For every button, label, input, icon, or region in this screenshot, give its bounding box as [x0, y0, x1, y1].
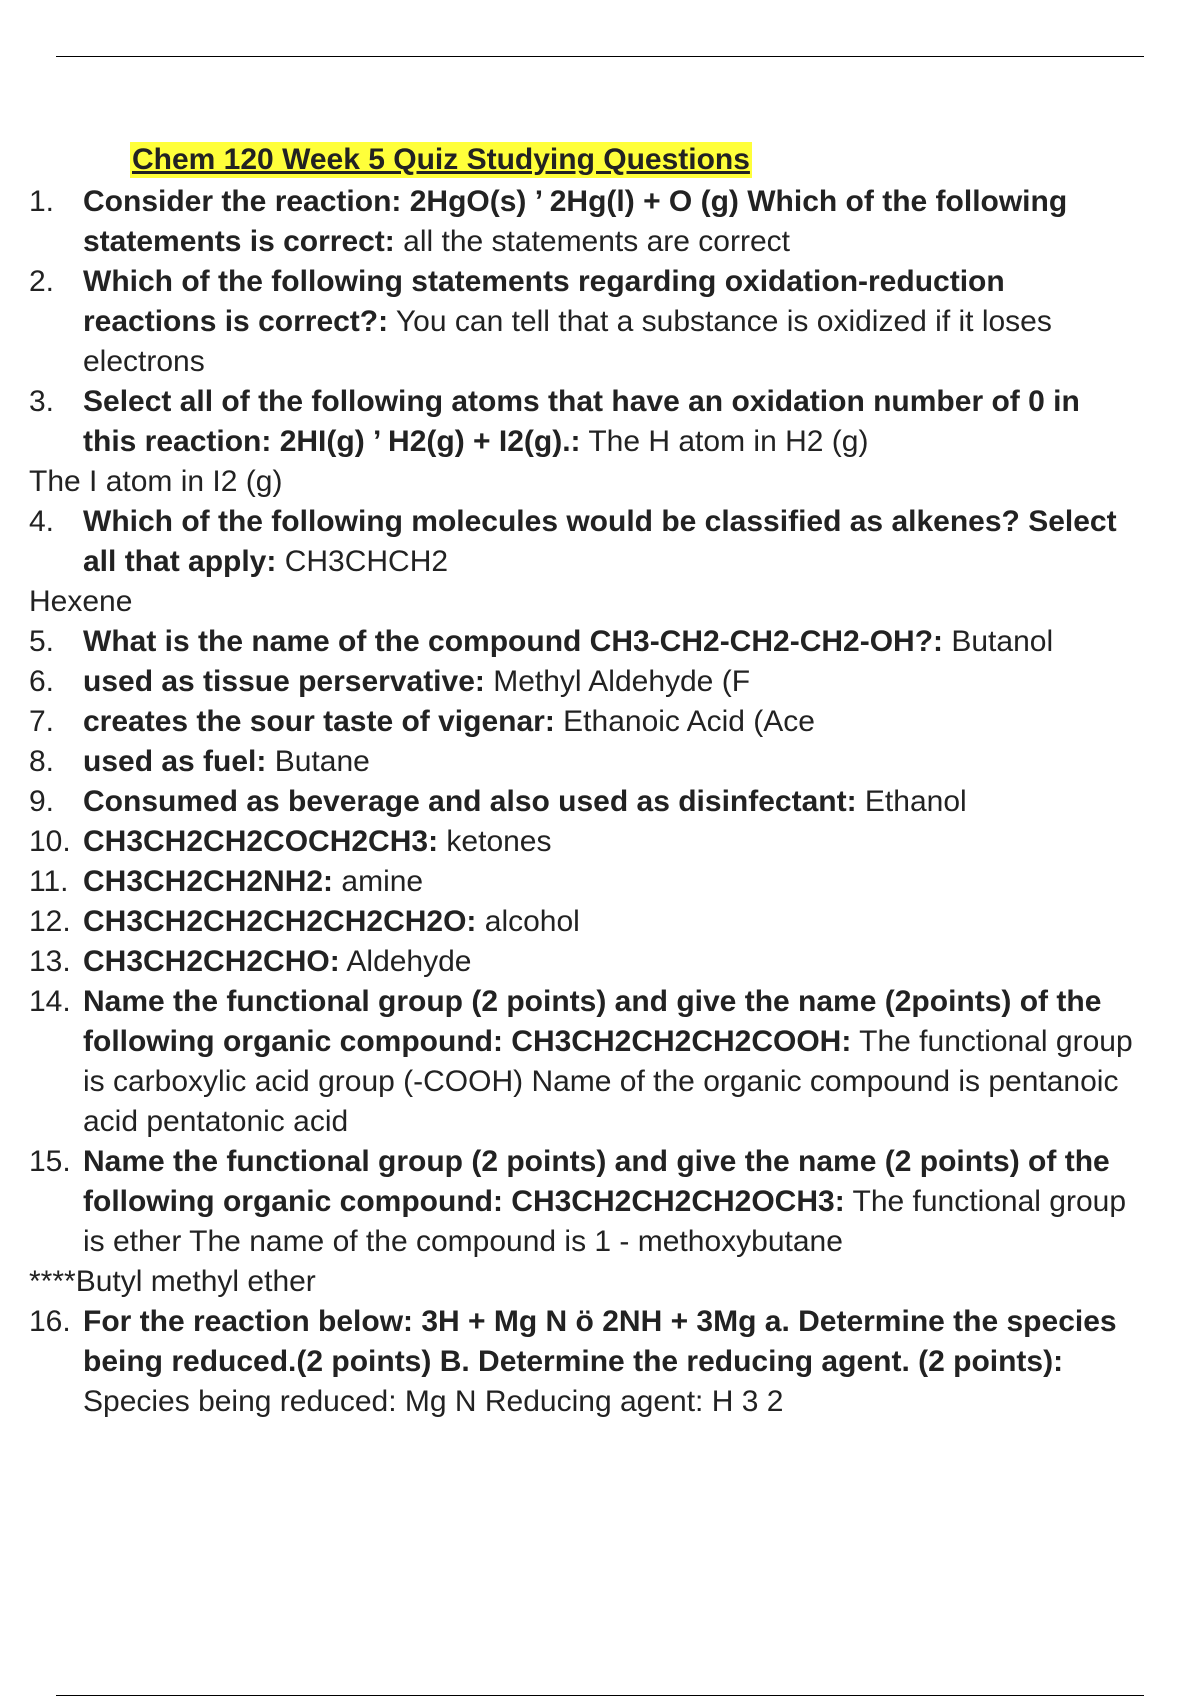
question-text: used as tissue perservative: — [83, 665, 485, 698]
question-text: Name the functional group (2 points) and give the name (2 points) of the — [83, 1145, 1110, 1178]
question-15 — [0, 1142, 1200, 1262]
question-number: 8. — [29, 745, 55, 778]
answer-text: Methyl Aldehyde (F — [493, 665, 751, 698]
question-text: Consumed as beverage and also used as disinfectant: — [83, 785, 857, 818]
answer-text: You can tell that a substance is oxidized if it loses — [395, 305, 1052, 338]
question-text: creates the sour taste of vigenar: — [83, 705, 555, 738]
question-12 — [0, 902, 1200, 942]
question-3 — [0, 382, 1200, 462]
question-text: CH3CH2CH2NH2: — [83, 865, 334, 898]
answer-text-cont: is carboxylic acid group (-COOH) Name of the organic compound is pentanoic — [83, 1065, 1119, 1098]
answer-text: amine — [341, 865, 424, 898]
question-number: 7. — [29, 705, 55, 738]
answer-text-cont: electrons — [83, 345, 205, 378]
question-text-cont: statements is correct: — [83, 225, 395, 258]
question-11 — [0, 862, 1200, 902]
document-body — [0, 142, 1200, 1422]
question-text: CH3CH2CH2COCH2CH3: — [83, 825, 439, 858]
answer-text: The functional group — [859, 1025, 1133, 1058]
question-text: For the reaction below: 3H + Mg N ö 2NH + 3Mg a. Determine the species — [83, 1305, 1117, 1338]
question-8 — [0, 742, 1200, 782]
page-title: Chem 120 Week 5 Quiz Studying Questions — [132, 143, 750, 176]
question-text: Which of the following statements regarding oxidation-reduction — [83, 265, 1005, 298]
question-text: What is the name of the compound CH3-CH2-CH2-CH2-OH?: — [83, 625, 944, 658]
answer-text: Butane — [274, 745, 370, 778]
question-6 — [0, 662, 1200, 702]
question-text-cont: being reduced.(2 points) B. Determine the reducing agent. (2 points): — [83, 1345, 1064, 1378]
question-text-cont: this reaction: 2HI(g) ’ H2(g) + I2(g).: — [83, 425, 581, 458]
answer-continuation: Hexene — [29, 585, 133, 618]
answer-text: Species being reduced: Mg N Reducing agent: H 3 2 — [83, 1385, 784, 1418]
question-text: CH3CH2CH2CH2CH2CH2O: — [83, 905, 477, 938]
question-text-cont: following organic compound: CH3CH2CH2CH2OCH3: — [83, 1185, 845, 1218]
answer-text: Ethanoic Acid (Ace — [563, 705, 815, 738]
answer-text: CH3CHCH2 — [284, 545, 449, 578]
answer-text-cont: is ether The name of the compound is 1 - methoxybutane — [83, 1225, 843, 1258]
question-text: Name the functional group (2 points) and give the name (2points) of the — [83, 985, 1102, 1018]
answer-continuation: The I atom in I2 (g) — [29, 465, 283, 498]
title-wrap — [0, 142, 1200, 182]
question-number: 12. — [29, 905, 71, 938]
question-1 — [0, 182, 1200, 262]
answer-text: all the statements are correct — [403, 225, 790, 258]
answer-text: alcohol — [484, 905, 580, 938]
question-5 — [0, 622, 1200, 662]
question-14 — [0, 982, 1200, 1142]
question-10 — [0, 822, 1200, 862]
question-number: 3. — [29, 385, 55, 418]
answer-text: Ethanol — [864, 785, 967, 818]
answer-text-cont-2: acid pentatonic acid — [83, 1105, 349, 1138]
question-number: 9. — [29, 785, 55, 818]
answer-text: Aldehyde — [346, 945, 472, 978]
question-text-cont: reactions is correct?: — [83, 305, 389, 338]
question-number: 2. — [29, 265, 55, 298]
question-text: Which of the following molecules would be classified as alkenes? Select — [83, 505, 1117, 538]
question-number: 13. — [29, 945, 71, 978]
question-text-cont: following organic compound: CH3CH2CH2CH2COOH: — [83, 1025, 852, 1058]
question-number: 11. — [29, 865, 69, 898]
answer-text: The H atom in H2 (g) — [588, 425, 869, 458]
question-4 — [0, 502, 1200, 582]
question-13 — [0, 942, 1200, 982]
question-text: Select all of the following atoms that have an oxidation number of 0 in — [83, 385, 1080, 418]
question-9 — [0, 782, 1200, 822]
top-rule — [56, 56, 1144, 57]
question-number: 1. — [29, 185, 55, 218]
question-number: 15. — [29, 1145, 71, 1178]
answer-text: The functional group — [852, 1185, 1127, 1218]
question-number: 14. — [29, 985, 71, 1018]
question-text-cont: all that apply: — [83, 545, 277, 578]
question-number: 5. — [29, 625, 55, 658]
question-16 — [0, 1302, 1200, 1422]
answer-text: ketones — [446, 825, 552, 858]
question-number: 4. — [29, 505, 55, 538]
question-7 — [0, 702, 1200, 742]
question-number: 6. — [29, 665, 55, 698]
question-text: Consider the reaction: 2HgO(s) ’ 2Hg(l) + O (g) Which of the following — [83, 185, 1068, 218]
question-number: 10. — [29, 825, 71, 858]
bottom-rule — [56, 1695, 1144, 1696]
question-text: CH3CH2CH2CHO: — [83, 945, 340, 978]
question-2 — [0, 262, 1200, 382]
answer-continuation: ****Butyl methyl ether — [29, 1265, 316, 1298]
question-number: 16. — [29, 1305, 71, 1338]
answer-text: Butanol — [951, 625, 1054, 658]
question-text: used as fuel: — [83, 745, 267, 778]
